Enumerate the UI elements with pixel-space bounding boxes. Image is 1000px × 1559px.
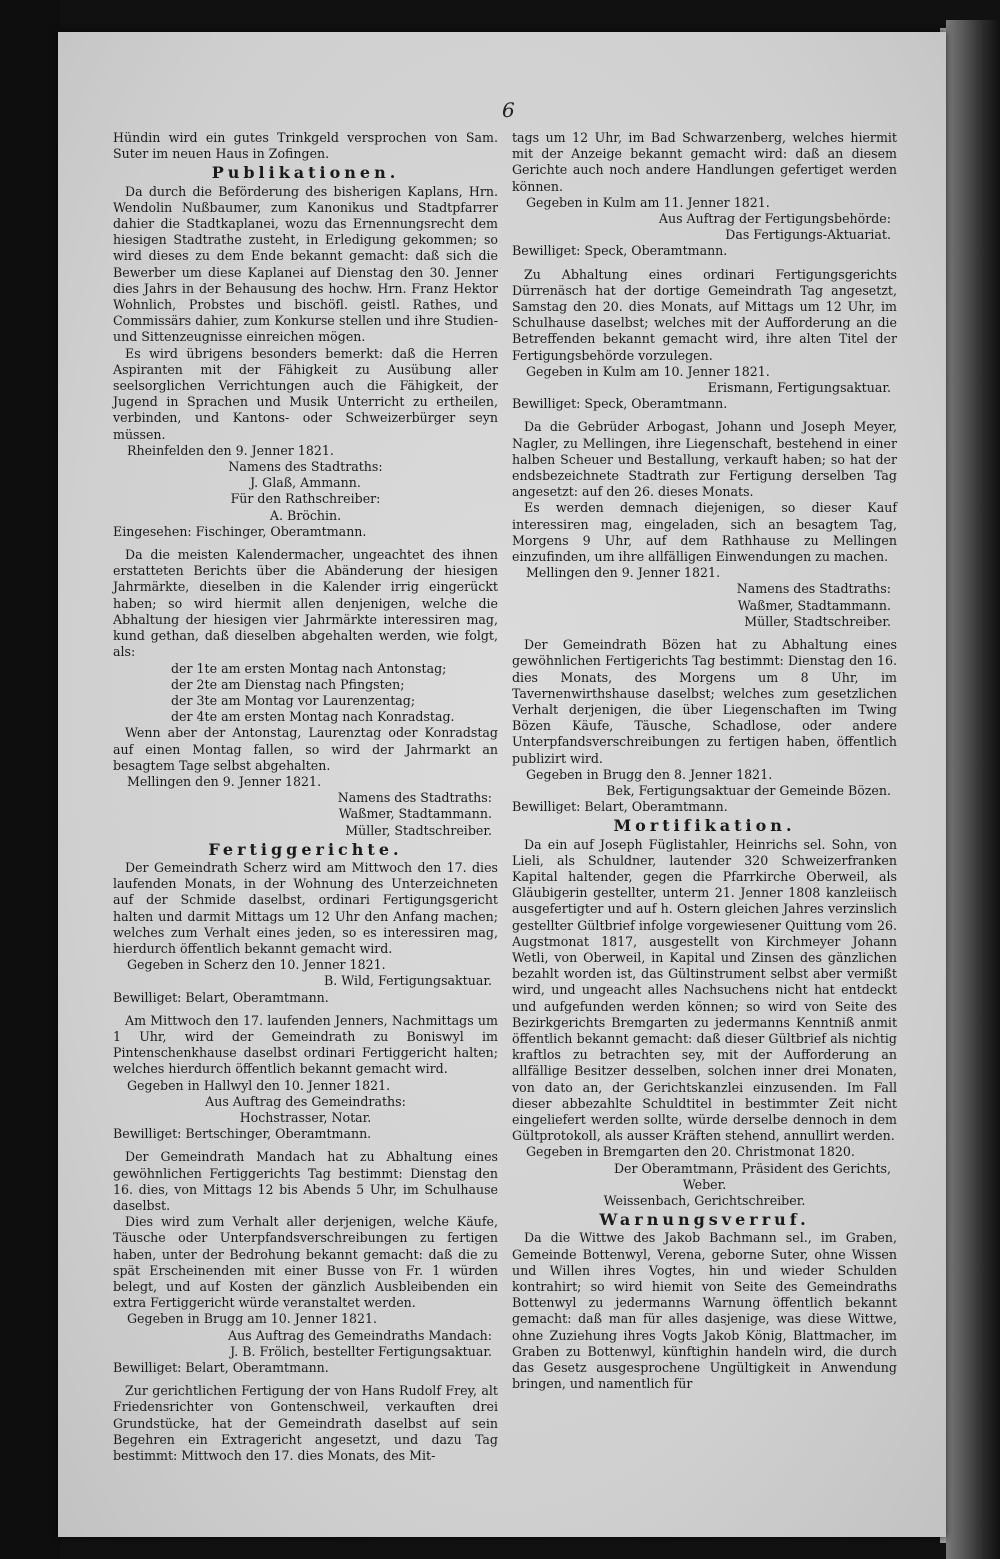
book-spine	[946, 20, 1000, 1559]
notice-paragraph: Dies wird zum Verhalt aller derjenigen, welche Käufe, Täusche oder Unterpfandsverschreibungen zu fertigen haben, unter der Bedrohung bekannt gemacht: daß die zu spät Erscheinenden mit einer Busse von Fr. 1 würden belegt, und auf Kosten der gänzlich Ausbleibenden ein extra Fertiggericht würde veranstaltet werden.	[113, 1214, 498, 1311]
notice-paragraph: Es werden demnach diejenigen, so dieser Kauf interessiren mag, eingeladen, sich an besagtem Tag, Morgens 9 Uhr, auf dem Rathhause zu Mellingen einzufinden, um ihre allfälligen Einwendungen zu machen.	[512, 500, 897, 565]
notice-signature: Hochstrasser, Notar.	[239, 1109, 372, 1125]
notice-signature: J. Glaß, Ammann.	[250, 475, 361, 491]
notice-paragraph: Zu Abhaltung eines ordinari Fertigungsgerichts Dürrenäsch hat der dortige Gemeindrath Tag angesetzt, Samstag den 20. dies Monats, auf Mittags um 12 Uhr, im Schulhause daselbst; welches mit der Aufforderung an die Betreffenden bekannt gemacht wird, ihre alten Titel der Fertigungsbehörde vorzulegen.	[512, 266, 897, 363]
notice-approval: Bewilliget: Speck, Oberamtmann.	[512, 396, 728, 412]
list-item: der 4te am ersten Montag nach Konradstag.	[171, 709, 455, 725]
section-heading-warnungsverruf: Warnungsverruf.	[599, 1210, 810, 1230]
notice-paragraph: Zur gerichtlichen Fertigung der von Hans Rudolf Frey, alt Friedensrichter von Gontenschweil, verkauften drei Grundstücke, hat der Gemeindrath daselbst auf sein Begehren ein Extragericht angesetzt, und dazu Tag bestimmt: Mittwoch den 17. dies Monats, des Mit-	[113, 1383, 498, 1464]
right-column	[512, 130, 897, 1392]
notice-approval: Bewilliget: Belart, Oberamtmann.	[512, 799, 728, 815]
notice-signature: Waßmer, Stadtammann.	[338, 806, 492, 822]
notice-signature: Namens des Stadtraths:	[228, 459, 383, 475]
page-number: 6	[502, 98, 515, 122]
notice-signature: Weissenbach, Gerichtschreiber.	[603, 1193, 806, 1208]
intro-text: Hündin wird ein gutes Trinkgeld versprochen von Sam. Suter im neuen Haus in Zofingen.	[113, 130, 498, 162]
notice-date: Rheinfelden den 9. Jenner 1821.	[127, 442, 334, 458]
notice-paragraph: Es wird übrigens besonders bemerkt: daß die Herren Aspiranten mit der Fähigkeit zu Ausübung aller seelsorglichen Verrichtungen auch die Fähigkeit, der Jugend in Sprachen und Musik Unterricht zu ertheilen, verbinden, und Kantons- oder Schweizerbürger seyn müssen.	[113, 345, 498, 442]
notice-signature: Namens des Stadtraths:	[337, 790, 492, 806]
notice-paragraph: Der Gemeindrath Mandach hat zu Abhaltung eines gewöhnlichen Fertiggerichts Tag bestimmt: Dienstag den 16. dies, von Mittags 12 bis Abends 5 Uhr, im Schulhause daselbst.	[113, 1149, 498, 1213]
notice-signature: B. Wild, Fertigungsaktuar.	[324, 973, 492, 989]
notice-signature: Aus Auftrag des Gemeindraths:	[205, 1093, 406, 1109]
notice-signature: Müller, Stadtschreiber.	[744, 613, 891, 629]
notice-paragraph: Am Mittwoch den 17. laufenden Jenners, Nachmittags um 1 Uhr, wird der Gemeindrath zu Boniswyl im Pintenschenkhause daselbst ordinari Fertiggericht halten; welches hierdurch öffentlich bekannt gemacht wird.	[113, 1012, 498, 1077]
notice-paragraph: Wenn aber der Antonstag, Laurenztag oder Konradstag auf einen Montag fallen, so wird der Jahrmarkt an besagtem Tage selbst abgehalten.	[113, 725, 498, 773]
section-heading-fertiggerichte: Fertiggerichte.	[208, 839, 403, 859]
notice-date: Gegeben in Kulm am 11. Jenner 1821.	[526, 194, 770, 210]
notice-signature: Müller, Stadtschreiber.	[345, 822, 492, 838]
notice-date: Gegeben in Brugg den 8. Jenner 1821.	[526, 766, 773, 782]
notice-paragraph: Da die Wittwe des Jakob Bachmann sel., im Graben, Gemeinde Bottenwyl, Verena, geborne Suter, ohne Wissen und Willen ihres Vogtes, hin und wieder Schulden kontrahirt; so wird hiemit von Seite des Gemeindraths Bottenwyl zu jedermanns Warnung öffentlich bekannt gemacht: daß man für alles dasjenige, was diese Wittwe, ohne Zuziehung ihres Vogts Jakob König, Blattmacher, im Graben zu Bottenwyl, künftighin handeln wird, die durch das Gesetz ausgesprochene Ungültigkeit in Anwendung bringen, und namentlich für	[512, 1230, 897, 1392]
list-item: der 1te am ersten Montag nach Antonstag;	[171, 660, 447, 676]
notice-signature: Bek, Fertigungsaktuar der Gemeinde Bözen.	[606, 782, 891, 798]
notice-date: Gegeben in Hallwyl den 10. Jenner 1821.	[127, 1077, 391, 1093]
notice-signature: Für den Rathschreiber:	[230, 491, 381, 507]
notice-signature: Aus Auftrag der Fertigungsbehörde:	[658, 211, 891, 227]
notice-signature: Der Oberamtmann, Präsident des Gerichts,	[613, 1160, 891, 1176]
notice-signature: A. Bröchin.	[269, 507, 342, 523]
notice-date: Gegeben in Kulm am 10. Jenner 1821.	[526, 363, 770, 379]
left-column	[113, 130, 498, 1464]
notice-approval: Bewilliget: Bertschinger, Oberamtmann.	[113, 1126, 372, 1142]
notice-signature: Weber.	[682, 1176, 727, 1192]
notice-signature: Das Fertigungs-Aktuariat.	[725, 227, 891, 243]
notice-paragraph: Da ein auf Joseph Füglistahler, Heinrichs sel. Sohn, von Lieli, als Schuldner, lautender 320 Schweizerfranken Kapital haltender, gegen die Pfarrkirche Oberweil, als Gläubigerin gestellter, unterm 21. Jenner 1808 kanzleiisch ausgefertigter und auf h. Ostern gleichen Jahres verzinslich gestellter Gültbrief infolge vorgewiesener Quittung vom 26. Augstmonat 1817, ausgestellt von Kirchmeyer Johann Wetli, von Oberweil, in Kapital und Zinsen des gänzlichen bezahlt worden ist, das Gültinstrument selbst aber vermißt wird, und ungeacht alles Nachsuchens nicht hat entdeckt und aufgefunden werden können; so wird von Seite des Bezirkgerichts Bremgarten zu jedermanns Kenntniß anmit öffentlich bekannt gemacht: daß dieser Gültbrief als nichtig kraftlos zu betrachten sey, mit der Aufforderung an allfällige Besitzer desselben, solchen inner drei Monaten, von dato an, der Gerichtskanzlei einzusenden. Im Fall dieser abbezahlte Schuldtitel in bestimmter Zeit nicht eingeliefert werden sollte, würde derselbe dennoch in dem Gültprotokoll, als ausser Kräften stehend, annullirt werden.	[512, 836, 897, 1144]
notice-signature: J. B. Frölich, bestellter Fertigungsaktuar.	[230, 1343, 492, 1359]
notice-signature: Aus Auftrag des Gemeindraths Mandach:	[228, 1327, 492, 1343]
notice-paragraph: Da durch die Beförderung des bisherigen Kaplans, Hrn. Wendolin Nußbaumer, zum Kanonikus und Stadtpfarrer dahier die Stadtkaplanei, wozu das Ernennungsrecht dem hiesigen Stadtrathe zusteht, in Erledigung gekommen; so wird dieses zu dem Ende bekannt gemacht: daß sich die Bewerber um diese Kaplanei auf Dienstag den 30. Jenner dies Jahrs in der Behausung des hochw. Hrn. Franz Hektor Wohnlich, Probstes und bischöfl. geistl. Rathes, und Commissärs dahier, zum Konkurse stellen und ihre Studien- und Sittenzeugnisse einreichen mögen.	[113, 183, 498, 345]
notice-date: Gegeben in Bremgarten den 20. Christmonat 1820.	[526, 1144, 855, 1160]
section-heading-mortifikation: Mortifikation.	[613, 816, 796, 836]
notice-paragraph: Der Gemeindrath Scherz wird am Mittwoch den 17. dies laufenden Monats, in der Wohnung des Unterzeichneten auf der Schmide daselbst, ordinari Fertigungsgericht halten und darmit Mittags um 12 Uhr den Anfang machen; welches zum Verhalt eines jeden, so es interessiren mag, hierdurch öffentlich bekannt gemacht wird.	[113, 859, 498, 956]
list-item: der 3te am Montag vor Laurenzentag;	[171, 692, 416, 708]
notice-date: Gegeben in Brugg am 10. Jenner 1821.	[127, 1311, 378, 1327]
scan-background-left	[0, 0, 60, 1559]
notice-date: Gegeben in Scherz den 10. Jenner 1821.	[127, 957, 386, 973]
list-item: der 2te am Dienstag nach Pfingsten;	[171, 676, 405, 692]
section-heading-publikationen: Publikationen.	[211, 163, 400, 183]
notice-paragraph: Der Gemeindrath Bözen hat zu Abhaltung eines gewöhnlichen Fertigerichts Tag bestimmt: Dienstag den 16. dies Monats, des Morgens um 8 Uhr, im Tavernenwirthshause daselbst; welches zum gesetzlichen Verhalt derjenigen, die über Liegenschaften im Twing Bözen Käufe, Täusche, Schadlose, oder andere Unterpfandsverschreibungen zu fertigen haben, öffentlich publizirt wird.	[512, 637, 897, 766]
notice-approval: Eingesehen: Fischinger, Oberamtmann.	[113, 523, 367, 539]
notice-date: Mellingen den 9. Jenner 1821.	[127, 773, 322, 789]
notice-approval: Bewilliget: Belart, Oberamtmann.	[113, 989, 329, 1005]
notice-date: Mellingen den 9. Jenner 1821.	[526, 565, 721, 581]
notice-paragraph: Da die meisten Kalendermacher, ungeachtet des ihnen erstatteten Berichts über die Abänderung der hiesigen Jahrmärkte, dieselben in die Kalender irrig eingerückt haben; so wird hiermit allen denjenigen, welche die Abhaltung der hiesigen vier Jahrmärkte interessiren mag, kund gethan, daß dieselben abgehalten werden, wie folgt, als:	[113, 547, 498, 660]
notice-paragraph: tags um 12 Uhr, im Bad Schwarzenberg, welches hiermit mit der Anzeige bekannt gemacht wird: daß an diesem Gerichte auch noch andere Handlungen gefertiget werden können.	[512, 130, 897, 194]
notice-paragraph: Da die Gebrüder Arbogast, Johann und Joseph Meyer, Nagler, zu Mellingen, ihre Liegenschaft, bestehend in einer halben Scheuer und Bestallung, verkauft haben; so hat der endsbezeichnete Stadtrath zur Fertigung derselben Tag angesetzt: auf den 26. dieses Monats.	[512, 419, 897, 500]
notice-approval: Bewilliget: Speck, Oberamtmann.	[512, 243, 728, 259]
notice-signature: Erismann, Fertigungsaktuar.	[707, 380, 891, 396]
notice-signature: Waßmer, Stadtammann.	[737, 597, 891, 613]
notice-approval: Bewilliget: Belart, Oberamtmann.	[113, 1360, 329, 1376]
notice-signature: Namens des Stadtraths:	[736, 581, 891, 597]
